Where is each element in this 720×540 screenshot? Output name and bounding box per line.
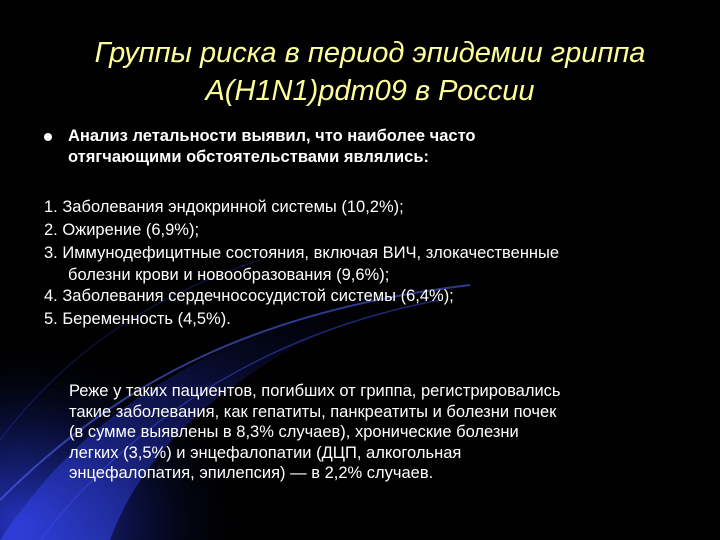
- footnote-line: легких (3,5%) и энцефалопатии (ДЦП, алкогольная: [69, 443, 462, 462]
- footnote-line: такие заболевания, как гепатиты, панкреатиты и болезни почек: [69, 402, 557, 421]
- bullet-dot-icon: [44, 133, 52, 141]
- slide-title-line-2: A(H1N1)pdm09 в России: [205, 75, 535, 107]
- list-item: [44, 308, 684, 331]
- list-item: [44, 242, 684, 285]
- footnote-paragraph: [69, 381, 689, 484]
- list-item-text: 2. Ожирение (6,9%);: [44, 221, 200, 239]
- list-item: [44, 196, 684, 219]
- intro-bullet-line-2: отягчающими обстоятельствами являлись:: [68, 148, 429, 166]
- list-item-text: 5. Беременность (4,5%).: [44, 310, 231, 328]
- slide-title-line-1: Группы риска в период эпидемии гриппа: [94, 37, 646, 69]
- risk-factor-list: [44, 196, 684, 331]
- list-item: [44, 219, 684, 242]
- footnote-line: (в сумме выявлены в 8,3% случаев), хронические болезни: [69, 423, 519, 441]
- intro-bullet-line-1: Анализ летальности выявил, что наиболее часто: [68, 127, 476, 145]
- list-item: [44, 285, 684, 308]
- list-item-continuation: болезни крови и новообразования (9,6%);: [68, 266, 390, 284]
- intro-bullet: [44, 126, 664, 168]
- intro-bullet-text: [68, 126, 664, 168]
- slide-title: [40, 34, 700, 110]
- list-item-text: 1. Заболевания эндокринной системы (10,2%);: [44, 198, 404, 216]
- list-item-text: 4. Заболевания сердечнососудистой системы (6,4%);: [44, 287, 454, 305]
- footnote-line: энцефалопатия, эпилепсия) — в 2,2% случаев.: [69, 464, 434, 482]
- list-item-text: 3. Иммунодефицитные состояния, включая ВИЧ, злокачественные: [44, 244, 560, 262]
- footnote-line: Реже у таких пациентов, погибших от гриппа, регистрировались: [69, 382, 561, 400]
